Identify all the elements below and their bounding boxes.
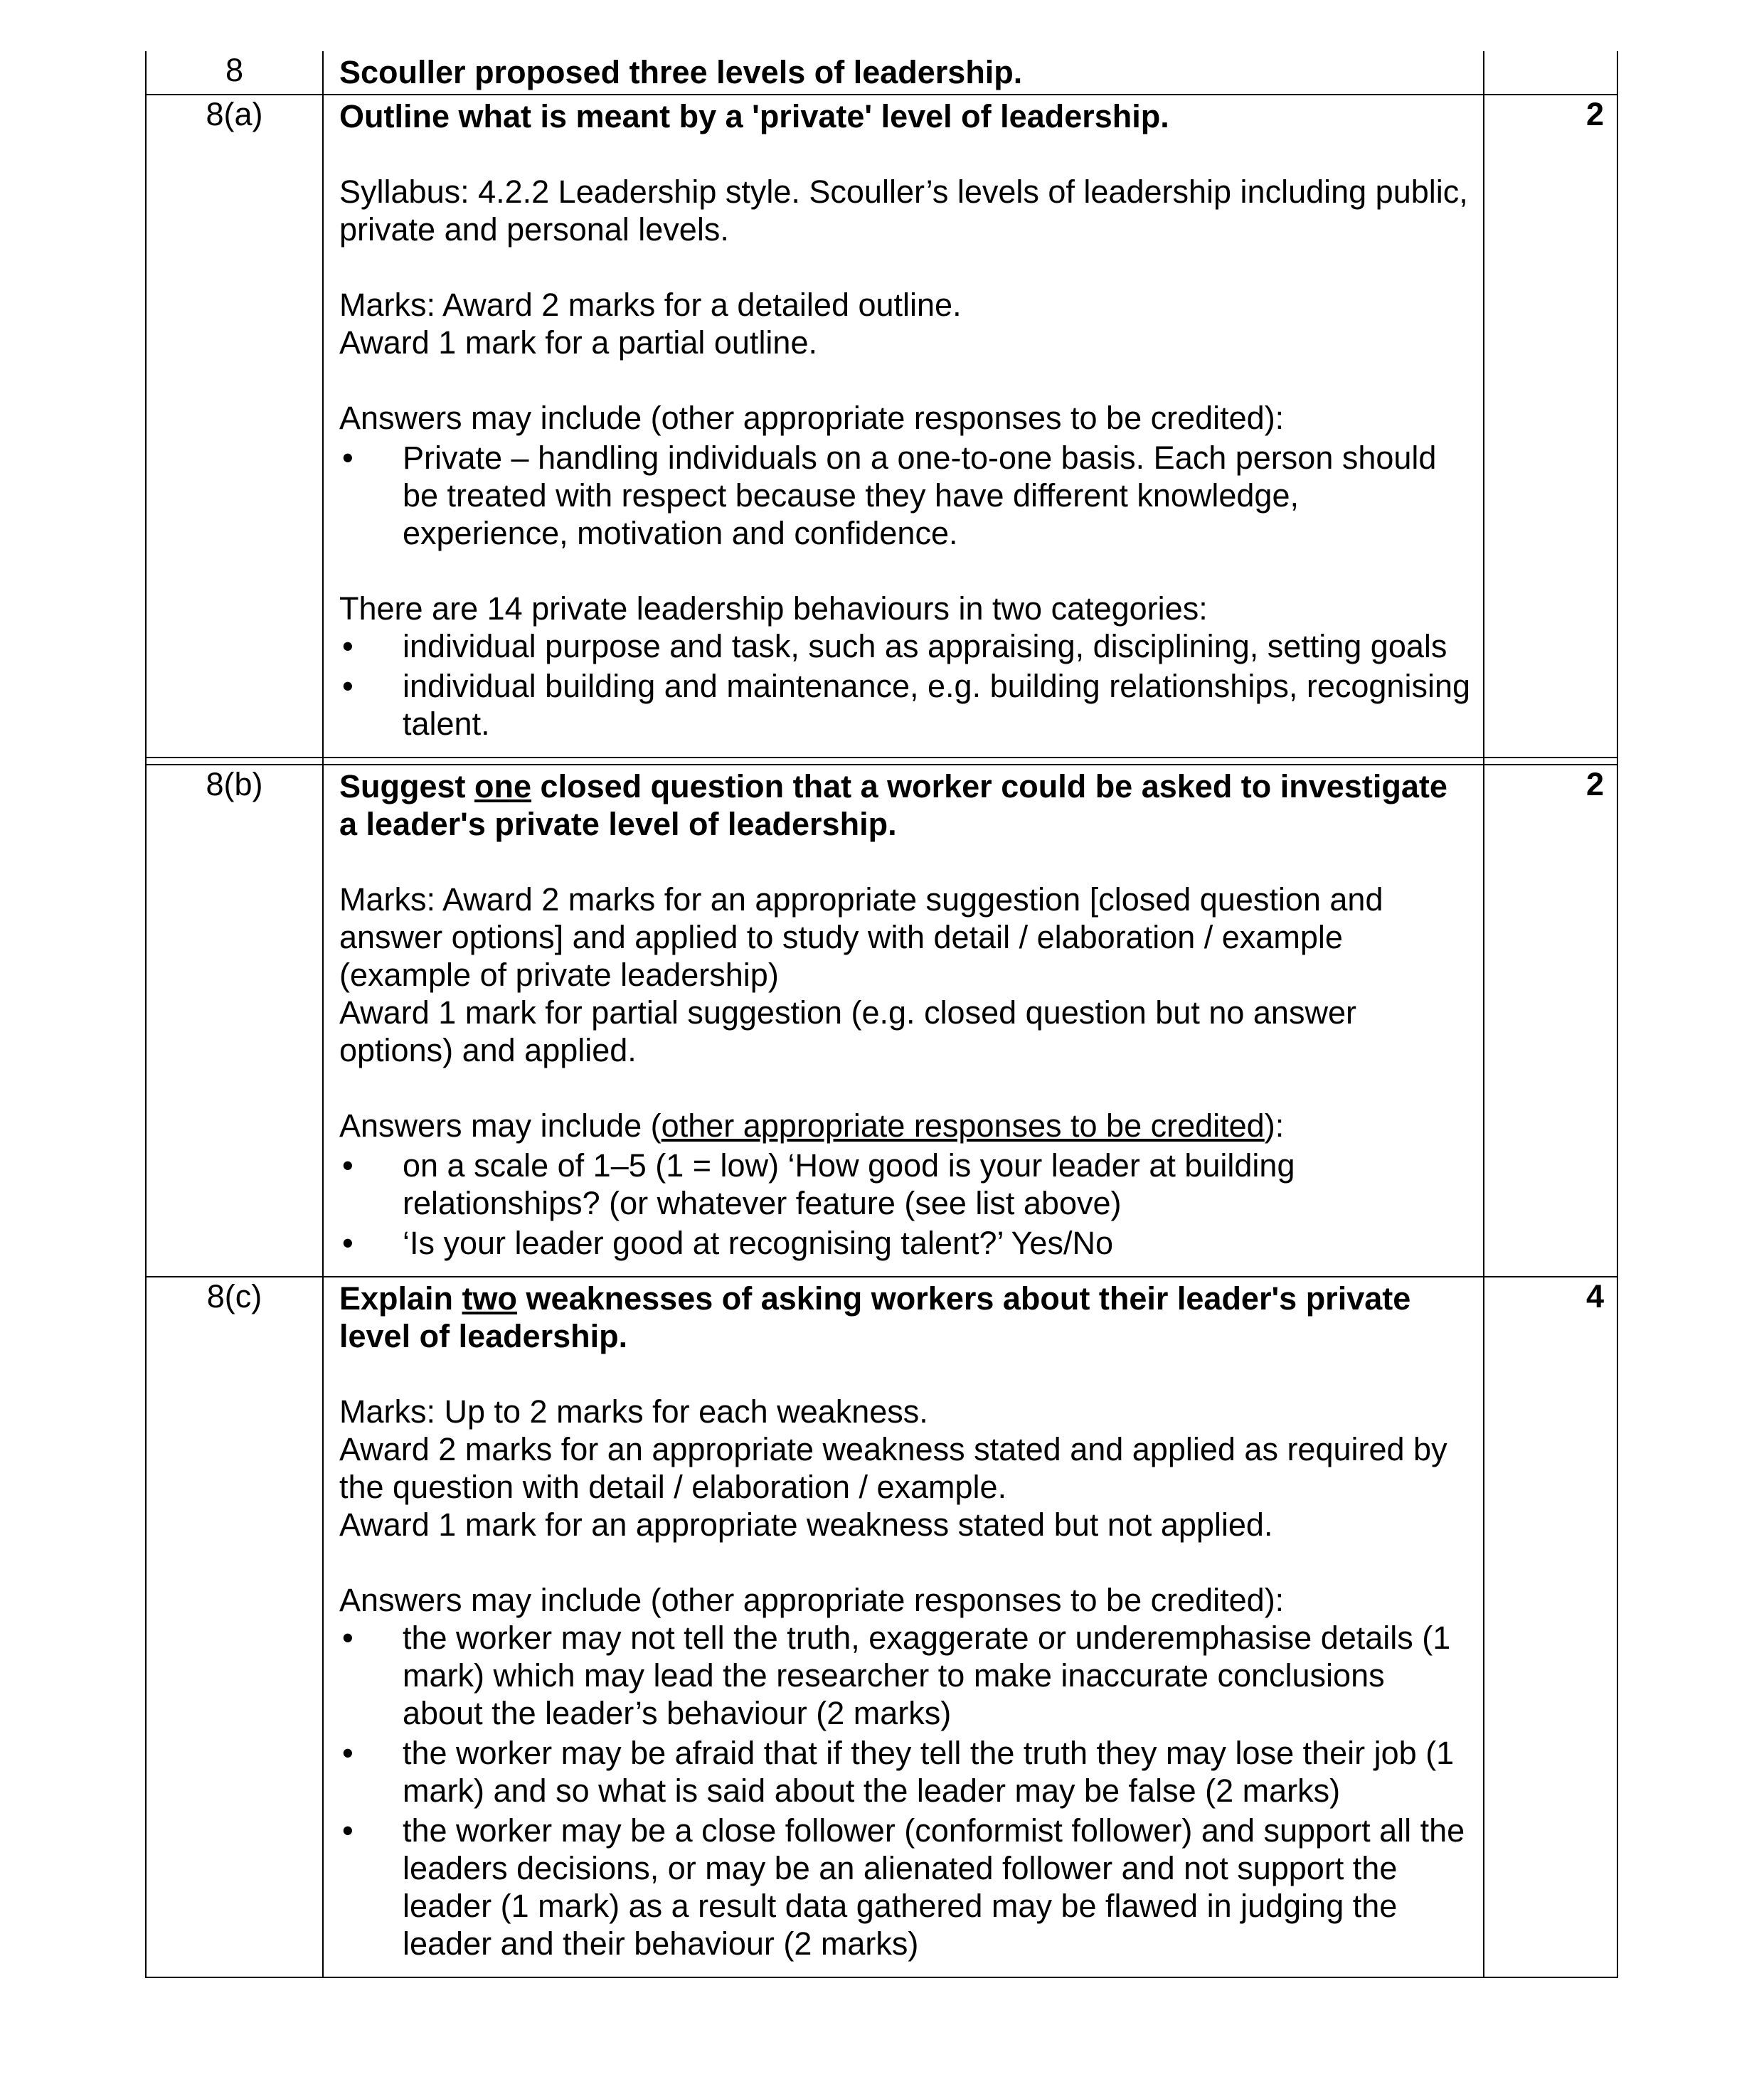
bullet-icon: •	[342, 1735, 354, 1771]
bullet-icon: •	[342, 1147, 354, 1184]
mark-scheme-table	[145, 51, 1618, 1978]
syllabus-text: Syllabus: 4.2.2 Leadership style. Scouller’s levels of leadership including public, private and personal levels.	[339, 174, 1468, 248]
answer-item	[339, 1619, 1473, 1732]
marking-line: Award 1 mark for a partial outline.	[339, 324, 817, 361]
marking-line: Marks: Award 2 marks for a detailed outline.	[339, 287, 962, 323]
categories-list	[339, 627, 1473, 743]
category-item	[339, 667, 1473, 743]
bullet-icon: •	[342, 1225, 354, 1261]
part-marks: 4	[1484, 1277, 1617, 1977]
category-item	[339, 627, 1473, 665]
part-row-8b	[146, 765, 1617, 1277]
marking-line: Award 1 mark for partial suggestion (e.g. closed question but no answer options) and applied.	[339, 994, 1356, 1068]
part-row-8c	[146, 1277, 1617, 1977]
answers-intro: Answers may include (other appropriate responses to be credited):	[339, 1107, 1285, 1144]
part-marks: 2	[1484, 765, 1617, 1277]
answers-list	[339, 439, 1473, 552]
question-number: 8	[146, 51, 323, 95]
answer-text: on a scale of 1–5 (1 = low) ‘How good is your leader at building relationships? (or whatever feature (see list above)	[403, 1147, 1295, 1221]
marking-line: Marks: Up to 2 marks for each weakness.	[339, 1393, 928, 1430]
bullet-icon: •	[342, 440, 354, 476]
answers-list	[339, 1619, 1473, 1962]
answer-text: ‘Is your leader good at recognising talent?’ Yes/No	[403, 1225, 1113, 1261]
part-label: 8(a)	[146, 95, 323, 758]
marking-guidance	[339, 286, 1473, 361]
answers-list	[339, 1147, 1473, 1262]
question-row	[146, 51, 1617, 95]
categories-intro: There are 14 private leadership behaviours in two categories:	[339, 590, 1208, 627]
part-row-8a	[146, 95, 1617, 758]
part-marks: 2	[1484, 95, 1617, 758]
emphasis-word: two	[462, 1280, 518, 1317]
part-label: 8(c)	[146, 1277, 323, 1977]
part-content	[323, 1277, 1484, 1977]
marking-line: Marks: Award 2 marks for an appropriate suggestion [closed question and answer options] and applied to study with detail / elaboration / example (example of private leadership)	[339, 881, 1383, 993]
part-label: 8(b)	[146, 765, 323, 1277]
question-stem: Scouller proposed three levels of leadership.	[339, 54, 1023, 90]
part-question: Explain two weaknesses of asking workers about their leader's private level of leadership.	[339, 1280, 1411, 1354]
emphasis-word: one	[474, 768, 532, 804]
answer-item	[339, 1734, 1473, 1810]
part-content	[323, 765, 1484, 1277]
answer-item	[339, 439, 1473, 552]
part-content	[323, 95, 1484, 758]
bullet-icon: •	[342, 628, 354, 664]
marking-guidance	[339, 881, 1473, 1069]
answer-text: the worker may be a close follower (conformist follower) and support all the leaders decisions, or may be an alienated follower and not support the leader (1 mark) as a result data gathered may be flawed in judging the leader and their behaviour (2 marks)	[403, 1812, 1465, 1962]
answer-item	[339, 1147, 1473, 1222]
marking-line: Award 1 mark for an appropriate weakness stated but not applied.	[339, 1507, 1273, 1543]
question-marks-cell	[1484, 51, 1617, 95]
row-separator	[146, 758, 1617, 765]
answer-item	[339, 1224, 1473, 1262]
bullet-icon: •	[342, 1620, 354, 1656]
bullet-icon: •	[342, 1812, 354, 1849]
answers-intro: Answers may include (other appropriate responses to be credited):	[339, 1582, 1285, 1618]
answer-text: Private – handling individuals on a one-to-one basis. Each person should be treated with respect because they have different knowledge, experience, motivation and confidence.	[403, 440, 1437, 551]
part-question: Outline what is meant by a 'private' level of leadership.	[339, 98, 1169, 134]
answer-text: the worker may not tell the truth, exaggerate or underemphasise details (1 mark) which may lead the researcher to make inaccurate conclusions about the leader’s behaviour (2 marks)	[403, 1620, 1451, 1731]
answer-item	[339, 1812, 1473, 1962]
category-text: individual building and maintenance, e.g. building relationships, recognising talent.	[403, 668, 1470, 742]
marking-guidance	[339, 1393, 1473, 1543]
part-question: Suggest one closed question that a worker could be asked to investigate a leader's private level of leadership.	[339, 768, 1447, 842]
bullet-icon: •	[342, 668, 354, 704]
marking-line: Award 2 marks for an appropriate weakness stated and applied as required by the question with detail / elaboration / example.	[339, 1431, 1447, 1505]
answer-text: the worker may be afraid that if they tell the truth they may lose their job (1 mark) and so what is said about the leader may be false (2 marks)	[403, 1735, 1455, 1809]
category-text: individual purpose and task, such as appraising, disciplining, setting goals	[403, 628, 1447, 664]
answers-intro: Answers may include (other appropriate responses to be credited):	[339, 400, 1285, 436]
